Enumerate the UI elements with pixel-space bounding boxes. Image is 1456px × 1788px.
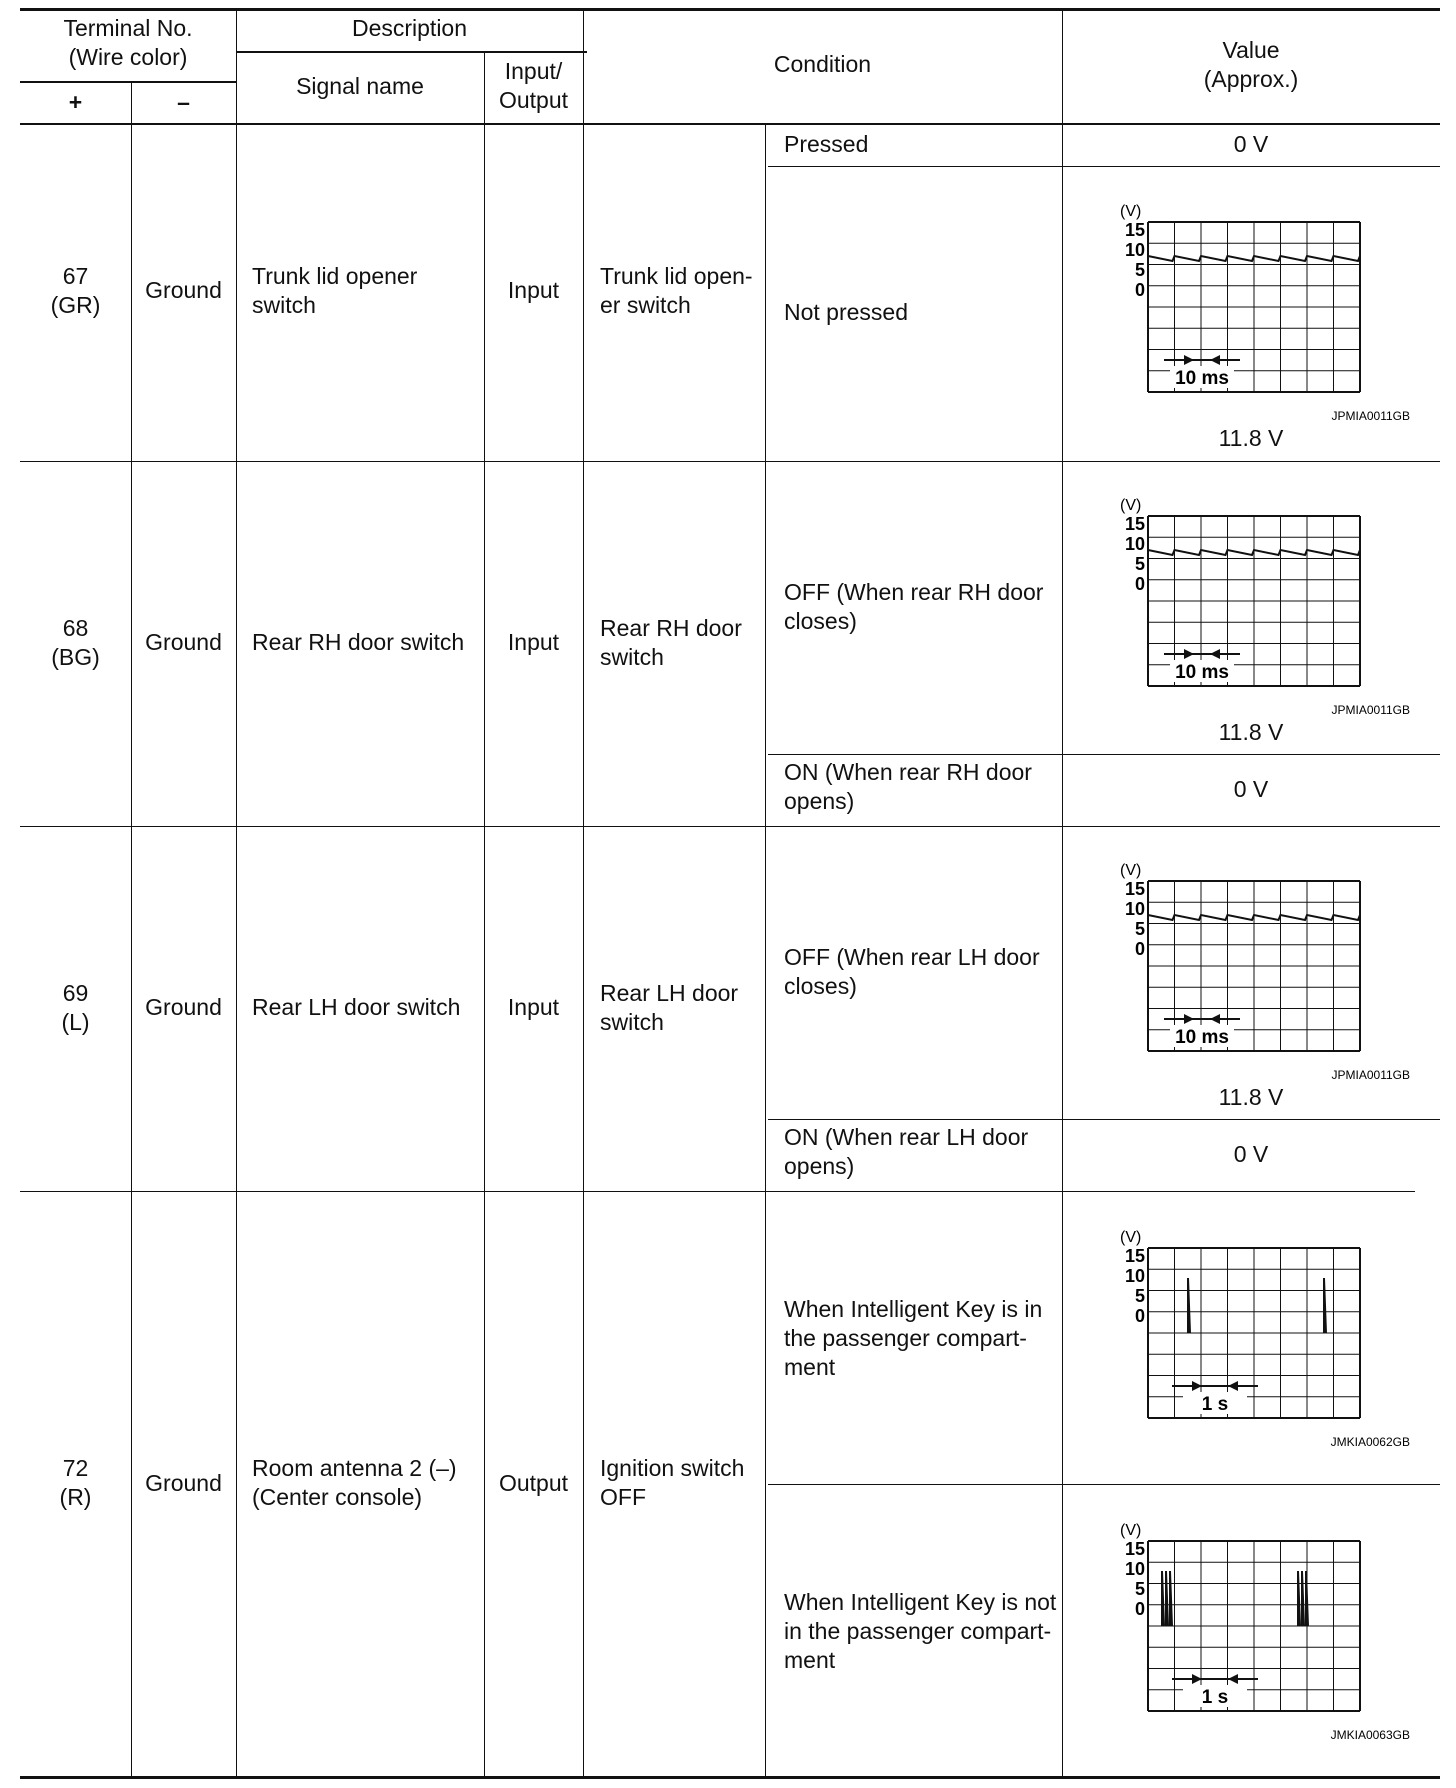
time-arrow (1228, 1674, 1238, 1684)
row-rule (20, 826, 1440, 827)
minus-terminal: Ground (145, 277, 222, 303)
axis-tick: 5 (1134, 919, 1145, 939)
condition-sub: Pressed (784, 131, 869, 157)
time-arrow (1210, 649, 1220, 659)
condition-sub: ON (When rear LH door (784, 1124, 1029, 1150)
terminal-number: 69 (62, 980, 89, 1006)
time-label: 1 s (1201, 1687, 1229, 1708)
condition-main: switch (600, 644, 664, 670)
figure-code: JMKIA0062GB (1330, 1435, 1410, 1449)
axis-tick: 5 (1134, 554, 1145, 574)
header-input-output: Input/ (504, 58, 563, 84)
axis-unit: (V) (1120, 1229, 1142, 1246)
wire-color: (R) (59, 1484, 92, 1510)
col-rule (765, 124, 766, 1776)
header-condition: Condition (773, 51, 872, 77)
condition-sub: opens) (784, 1153, 855, 1179)
waveform-spike (1298, 1571, 1300, 1626)
oscilloscope-waveform (1112, 203, 1412, 426)
col-rule (236, 10, 237, 1776)
condition-sub: closes) (784, 973, 857, 999)
header-input-output: Output (498, 87, 569, 113)
header-signal-name: Signal name (296, 73, 424, 99)
axis-tick: 5 (1134, 260, 1145, 280)
condition-sub: When Intelligent Key is in (784, 1296, 1043, 1322)
axis-unit: (V) (1120, 497, 1142, 514)
value: 11.8 V (1218, 719, 1284, 745)
axis-tick: 15 (1124, 514, 1145, 534)
condition-main: Ignition switch (600, 1455, 745, 1481)
time-label: 1 s (1201, 1394, 1229, 1415)
oscilloscope-waveform (1112, 497, 1412, 720)
rule (237, 51, 587, 53)
row-rule (20, 1191, 1415, 1192)
io-type: Input (507, 994, 560, 1020)
axis-unit: (V) (1120, 862, 1142, 879)
condition-main: Rear LH door (600, 980, 739, 1006)
condition-sub: the passenger compart- (784, 1325, 1027, 1351)
wire-color: (BG) (51, 644, 100, 670)
axis-tick: 15 (1124, 1539, 1145, 1559)
axis-unit: (V) (1120, 1522, 1142, 1539)
figure-code: JPMIA0011GB (1331, 1068, 1410, 1082)
waveform-spike (1170, 1571, 1172, 1626)
waveform-spike (1306, 1571, 1308, 1626)
waveform-spike (1166, 1571, 1168, 1626)
condition-sub: OFF (When rear LH door (784, 944, 1040, 970)
minus-terminal: Ground (145, 994, 222, 1020)
value: 0 V (1233, 776, 1269, 802)
signal-name: switch (252, 292, 316, 318)
axis-tick: 15 (1124, 220, 1145, 240)
condition-main: er switch (600, 292, 691, 318)
value: 0 V (1233, 131, 1269, 157)
header-value-approx: (Approx.) (1203, 66, 1299, 92)
axis-tick: 10 (1124, 240, 1145, 260)
figure-code: JPMIA0011GB (1331, 409, 1410, 423)
rule (768, 1484, 1440, 1485)
terminal-number: 72 (62, 1455, 89, 1481)
signal-name: Room antenna 2 (–) (252, 1455, 457, 1481)
waveform-spike (1162, 1571, 1164, 1626)
figure-code: JPMIA0011GB (1331, 703, 1410, 717)
oscilloscope-waveform (1112, 1522, 1412, 1745)
waveform-spike (1188, 1278, 1190, 1333)
value: 11.8 V (1218, 1084, 1284, 1110)
wire-color: (L) (61, 1009, 90, 1035)
header-minus: – (177, 89, 190, 115)
axis-tick: 0 (1134, 939, 1145, 959)
signal-name: Rear RH door switch (252, 629, 465, 655)
time-arrow (1184, 355, 1194, 365)
header-terminal-no: Terminal No. (63, 15, 193, 41)
condition-sub: closes) (784, 608, 857, 634)
axis-tick: 10 (1124, 1266, 1145, 1286)
header-value: Value (1222, 37, 1280, 63)
time-label: 10 ms (1175, 368, 1229, 389)
header-bottom-rule (20, 123, 1440, 125)
axis-tick: 5 (1134, 1579, 1145, 1599)
header-wire-color: (Wire color) (68, 44, 188, 70)
minus-terminal: Ground (145, 629, 222, 655)
io-type: Input (507, 629, 560, 655)
axis-tick: 10 (1124, 899, 1145, 919)
condition-sub: ON (When rear RH door (784, 759, 1032, 785)
axis-tick: 0 (1134, 1599, 1145, 1619)
time-arrow (1210, 355, 1220, 365)
rule (768, 754, 1440, 755)
axis-tick: 10 (1124, 534, 1145, 554)
terminal-number: 68 (62, 615, 89, 641)
terminal-number: 67 (62, 263, 89, 289)
figure-code: JMKIA0063GB (1330, 1728, 1410, 1742)
condition-main: switch (600, 1009, 664, 1035)
axis-tick: 0 (1134, 1306, 1145, 1326)
condition-sub: OFF (When rear RH door (784, 579, 1044, 605)
time-arrow (1210, 1014, 1220, 1024)
waveform-spike (1302, 1571, 1304, 1626)
oscilloscope-waveform (1112, 1229, 1412, 1452)
condition-sub: ment (784, 1647, 836, 1673)
time-label: 10 ms (1175, 1027, 1229, 1048)
signal-name: Trunk lid opener (252, 263, 418, 289)
value: 0 V (1233, 1141, 1269, 1167)
wire-color: (GR) (50, 292, 101, 318)
value: 11.8 V (1218, 425, 1284, 451)
condition-sub: ment (784, 1354, 836, 1380)
table-bottom-rule (20, 1776, 1440, 1779)
condition-main: Trunk lid open- (600, 263, 753, 289)
time-label: 10 ms (1175, 662, 1229, 683)
rule (768, 166, 1440, 167)
axis-tick: 0 (1134, 574, 1145, 594)
col-rule (1062, 10, 1063, 1776)
waveform-spike (1324, 1278, 1326, 1333)
time-arrow (1184, 1014, 1194, 1024)
signal-name: Rear LH door switch (252, 994, 461, 1020)
signal-name: (Center console) (252, 1484, 423, 1510)
condition-sub: When Intelligent Key is not (784, 1589, 1057, 1615)
io-type: Output (498, 1470, 569, 1496)
condition-main: OFF (600, 1484, 646, 1510)
row-rule (20, 461, 1440, 462)
io-type: Input (507, 277, 560, 303)
col-rule (583, 10, 584, 1776)
condition-sub: Not pressed (784, 299, 909, 325)
rule (768, 1119, 1440, 1120)
axis-tick: 10 (1124, 1559, 1145, 1579)
oscilloscope-waveform (1112, 862, 1412, 1085)
condition-sub: in the passenger compart- (784, 1618, 1052, 1644)
rule (20, 81, 237, 83)
axis-tick: 0 (1134, 280, 1145, 300)
time-arrow (1228, 1381, 1238, 1391)
axis-unit: (V) (1120, 203, 1142, 220)
condition-main: Rear RH door (600, 615, 742, 641)
axis-tick: 15 (1124, 1246, 1145, 1266)
col-rule (131, 82, 132, 1776)
minus-terminal: Ground (145, 1470, 222, 1496)
axis-tick: 5 (1134, 1286, 1145, 1306)
col-rule (484, 52, 485, 1776)
header-plus: + (68, 89, 83, 115)
table-top-rule (20, 8, 1440, 11)
axis-tick: 15 (1124, 879, 1145, 899)
time-arrow (1184, 649, 1194, 659)
header-description: Description (351, 15, 468, 41)
condition-sub: opens) (784, 788, 855, 814)
